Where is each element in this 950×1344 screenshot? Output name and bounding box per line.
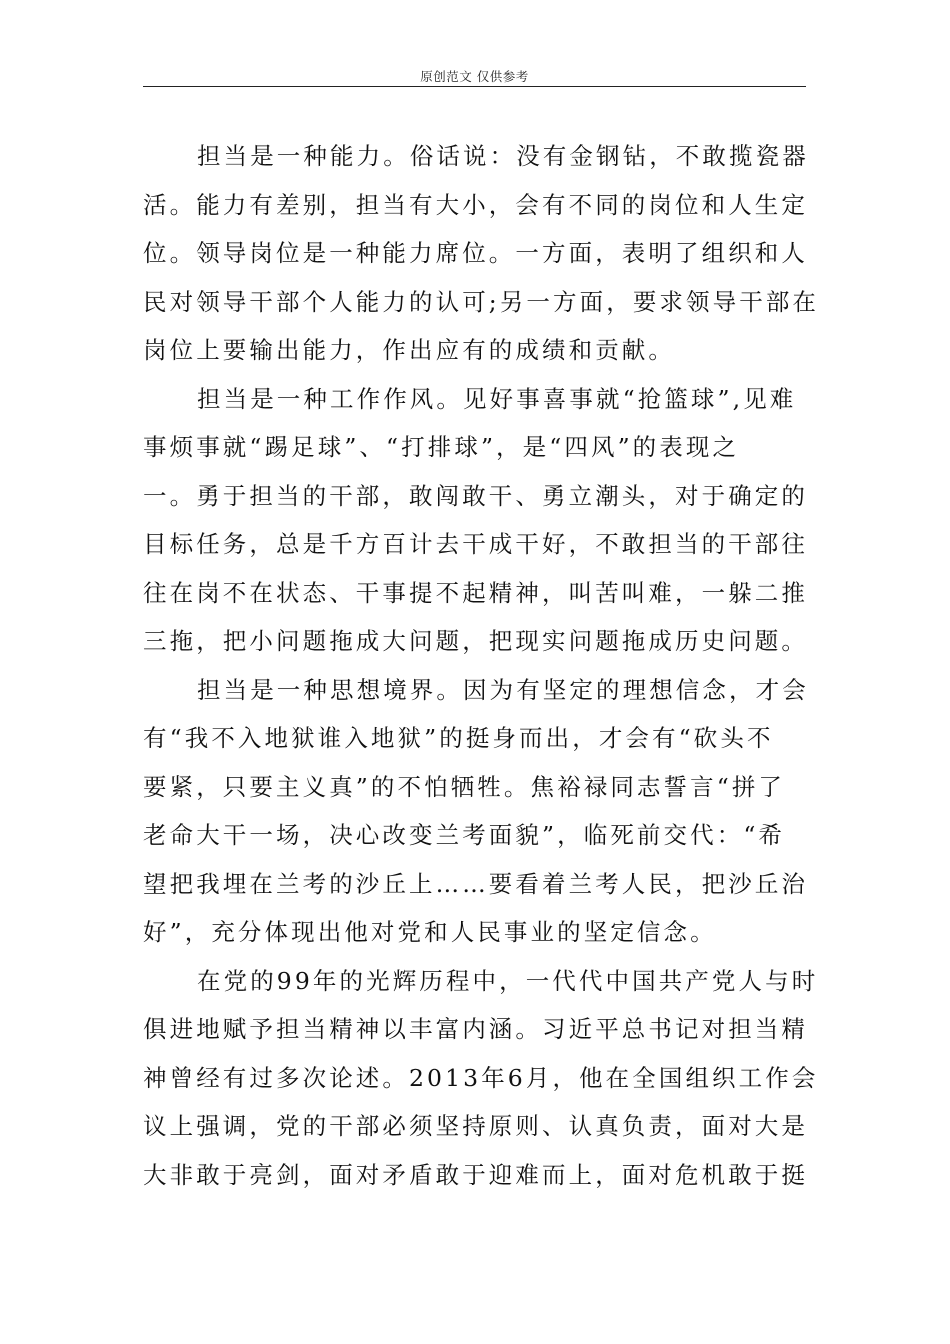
- paragraph-3: [143, 666, 809, 957]
- header-text: 原创范文 仅供参考: [420, 69, 529, 84]
- text-line: 望把我埋在兰考的沙丘上……要看着兰考人民，把沙丘治: [143, 869, 808, 898]
- text-line: 往在岗不在状态、干事提不起精神，叫苦叫难，一躲二推: [143, 578, 808, 607]
- text-line: 活。能力有差别，担当有大小，会有不同的岗位和人生定: [143, 190, 808, 219]
- paragraph-4: [143, 957, 819, 1200]
- text-line: 担当是一种能力。俗话说：没有金钢钻，不敢揽瓷器: [197, 142, 809, 170]
- paragraph-1: [143, 132, 820, 375]
- text-line: 神曾经有过多次论述。2013年6月，他在全国组织工作会: [143, 1063, 819, 1092]
- text-line: 议上强调，党的干部必须坚持原则、认真负责，面对大是: [143, 1112, 808, 1140]
- text-line: 一。勇于担当的干部，敢闯敢干、勇立潮头，对于确定的: [143, 481, 808, 510]
- text-line: 俱进地赋予担当精神以丰富内涵。习近平总书记对担当精: [143, 1015, 808, 1043]
- text-line: 要紧，只要主义真”的不怕牺牲。焦裕禄同志誓言“拼了: [143, 772, 786, 801]
- text-line: 担当是一种工作作风。见好事喜事就“抢篮球”,见难: [197, 384, 797, 413]
- page-header: [143, 66, 806, 87]
- text-line: 位。领导岗位是一种能力席位。一方面，表明了组织和人: [143, 239, 808, 267]
- text-line: 好”，充分体现出他对党和人民事业的坚定信念。: [143, 918, 717, 946]
- text-line: 事烦事就“踢足球”、“打排球”，是“四风”的表现之: [143, 433, 740, 461]
- text-line: 三拖，把小问题拖成大问题，把现实问题拖成历史问题。: [143, 627, 808, 655]
- text-line: 目标任务，总是千方百计去干成干好，不敢担当的干部往: [143, 530, 808, 558]
- text-line: 大非敢于亮剑，面对矛盾敢于迎难而上，面对危机敢于挺: [143, 1160, 808, 1189]
- text-line: 在党的99年的光辉历程中，一代代中国共产党人与时: [197, 966, 819, 995]
- text-line: 有“我不入地狱谁入地狱”的挺身而出，才会有“砍头不: [143, 724, 774, 752]
- text-line: 民对领导干部个人能力的认可;另一方面，要求领导干部在: [143, 287, 820, 316]
- paragraph-2: [143, 375, 806, 666]
- text-line: 老命大干一场，决心改变兰考面貌”，临死前交代：“希: [143, 821, 786, 849]
- text-line: 岗位上要输出能力，作出应有的成绩和贡献。: [143, 336, 675, 364]
- document-body: [143, 132, 820, 1199]
- text-line: 担当是一种思想境界。因为有坚定的理想信念，才会: [197, 675, 809, 704]
